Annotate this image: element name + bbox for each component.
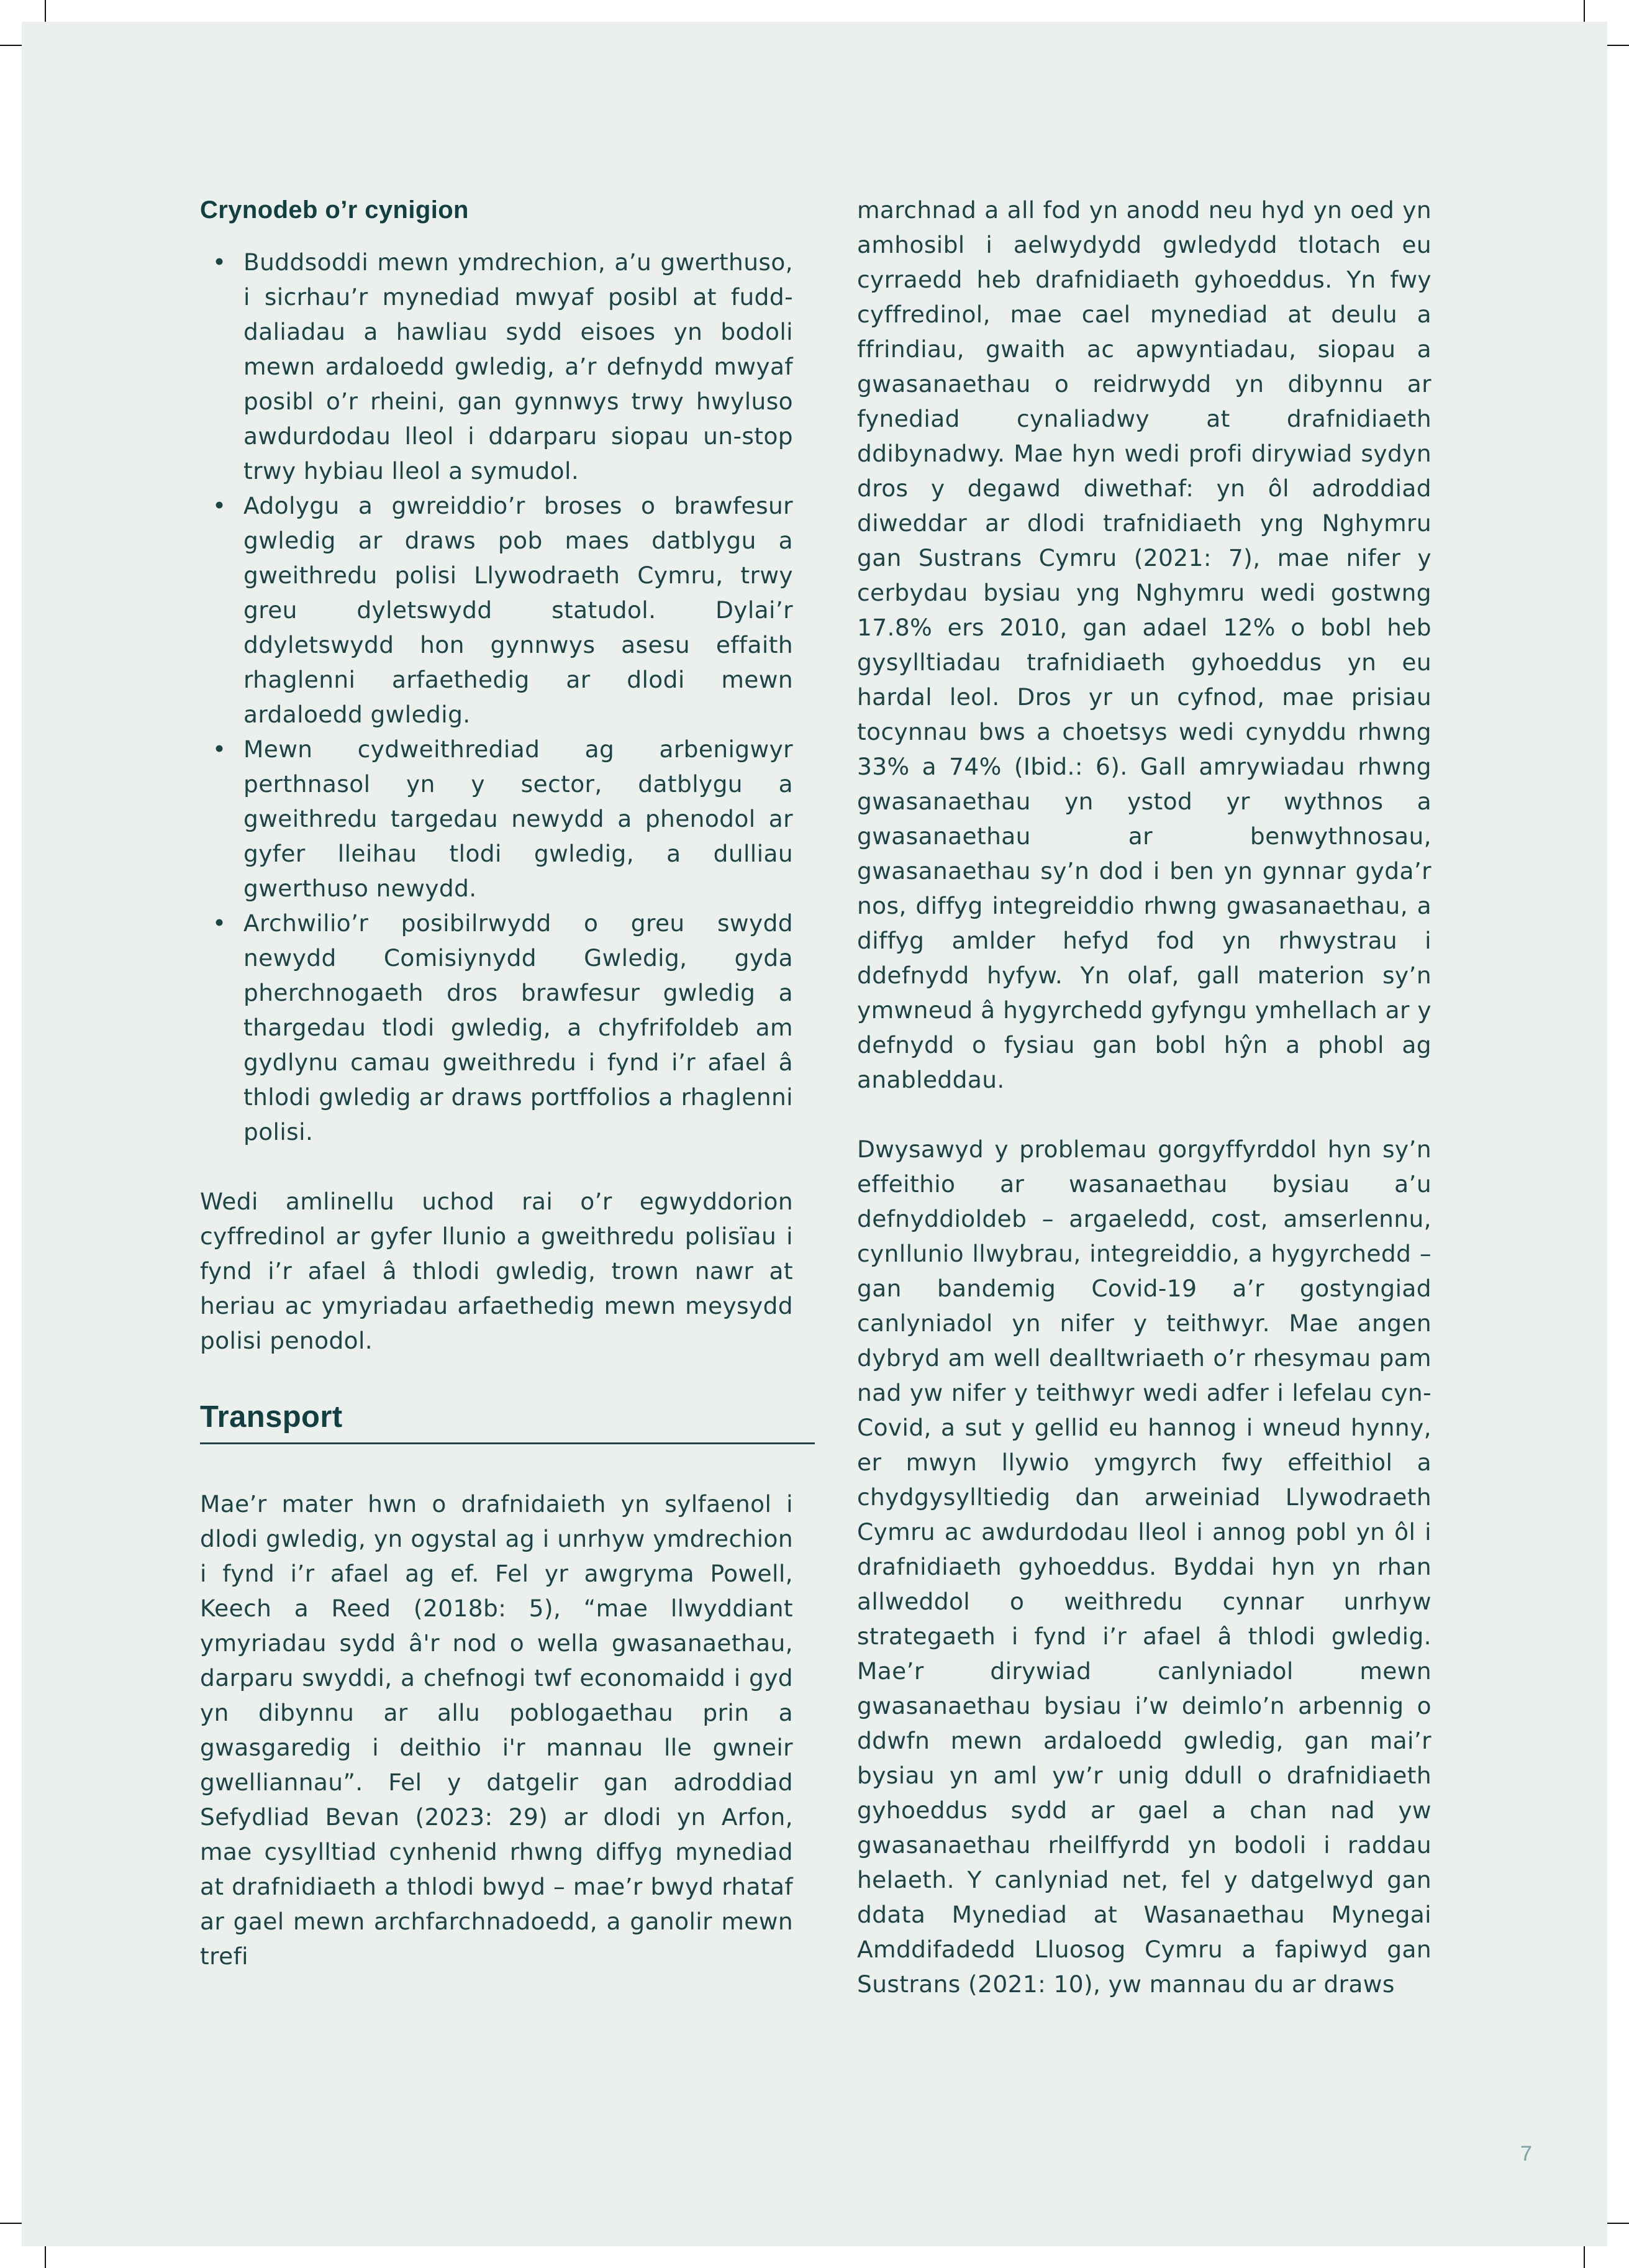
transport-paragraph: Mae’r mater hwn o drafnidaieth yn sylfaenol i dlodi gwledig, yn ogystal ag i unrhyw ymdrechion i fynd i’r afael ag ef. Fel yr awgryma Powell, Keech a Reed (2018b: 5), “mae llwyddiant ymyriadau sydd â'r nod o wella gwasanaethau, darparu swyddi, a chefnogi twf economaidd i gyd yn dibynnu ar allu poblogaethau prin a gwasgaredig i deithio i'r mannau lle gwneir gwelliannau”. Fel y datgelir gan adroddiad Sefydliad Bevan (2023: 29) ar dlodi yn Arfon, mae cysylltiad cynhenid rhwng diffyg mynediad at drafnidiaeth a thlodi bwyd – mae’r bwyd rhataf ar gael mewn archfarchnadoedd, a ganolir mewn trefi — [200, 1490, 793, 1970]
crop-mark-top-right-h — [1607, 45, 1629, 46]
proposals-list — [200, 245, 793, 1149]
summary-heading: Crynodeb o’r cynigion — [200, 196, 469, 224]
crop-mark-bottom-right-h — [1607, 2223, 1629, 2224]
crop-mark-bottom-left-h — [0, 2223, 22, 2224]
proposal-item: • Adolygu a gwreiddio’r broses o brawfesur gwledig ar draws pob maes datblygu a gweithredu polisi Llywodraeth Cymru, trwy greu dyletswydd statudol. Dylai’r ddyletswydd hon gynnwys asesu effaith rhaglenni arfaethedig ar dlodi mewn ardaloedd gwledig. — [243, 488, 793, 732]
crop-mark-top-left-v — [45, 0, 46, 22]
crop-mark-top-right-v — [1584, 0, 1585, 22]
right-paragraph-1: marchnad a all fod yn anodd neu hyd yn oed yn amhosibl i aelwydydd gwledydd tlotach eu cyrraedd heb drafnidiaeth gyhoeddus. Yn fwy cyffredinol, mae cael mynediad at deulu a ffrindiau, gwaith ac apwyntiadau, siopau a gwasanaethau o reidrwydd yn dibynnu ar fynediad cynaliadwy at drafnidiaeth ddibynadwy. Mae hyn wedi profi dirywiad sydyn dros y degawd diwethaf: yn ôl adroddiad diweddar ar dlodi trafnidiaeth yng Nghymru gan Sustrans Cymru (2021: 7), mae nifer y cerbydau bysiau yng Nghymru wedi gostwng 17.8% ers 2010, gan adael 12% o bobl heb gysylltiadau trafnidiaeth gyhoeddus yn eu hardal leol. Dros yr un cyfnod, mae prisiau tocynnau bws a choetsys wedi cynyddu rhwng 33% a 74% (Ibid.: 6). Gall amrywiadau rhwng gwasanaethau yn ystod yr wythnos a gwasanaethau ar benwythnosau, gwasanaethau sy’n dod i ben yn gynnar gyda’r nos, diffyg integreiddio rhwng gwasanaethau, a diffyg amlder hefyd fod yn rhwystrau i ddefnydd hyfyw. Yn olaf, gall materion sy’n ymwneud â hygyrchedd gyfyngu ymhellach ar y defnydd o fysiau gan bobl hŷn a phobl ag anableddau. — [857, 196, 1432, 1093]
proposal-item: • Mewn cydweithrediad ag arbenigwyr perthnasol yn y sector, datblygu a gweithredu targedau newydd a phenodol ar gyfer lleihau tlodi gwledig, a dulliau gwerthuso newydd. — [243, 732, 793, 906]
proposal-item: • Archwilio’r posibilrwydd o greu swydd newydd Comisiynydd Gwledig, gyda pherchnogaeth dros brawfesur gwledig a thargedau tlodi gwledig, a chyfrifoldeb am gydlynu camau gweithredu i fynd i’r afael â thlodi gwledig ar draws portffolios a rhaglenni polisi. — [243, 906, 793, 1149]
page-number: 7 — [1520, 2142, 1532, 2166]
proposal-item: • Buddsoddi mewn ymdrechion, a’u gwerthuso, i sicrhau’r mynediad mwyaf posibl at fudd-daliadau a hawliau sydd eisoes yn bodoli mewn ardaloedd gwledig, a’r defnydd mwyaf posibl o’r rheini, gan gynnwys trwy hwyluso awdurdodau lleol i ddarparu siopau un-stop trwy hybiau lleol a symudol. — [243, 245, 793, 488]
intro-paragraph: Wedi amlinellu uchod rai o’r egwyddorion cyffredinol ar gyfer llunio a gweithredu polisïau i fynd i’r afael â thlodi gwledig, trown nawr at heriau ac ymyriadau arfaethedig mewn meysydd polisi penodol. — [200, 1188, 793, 1354]
right-column — [857, 193, 1432, 2002]
crop-mark-bottom-left-v — [45, 2246, 46, 2268]
left-column — [200, 193, 793, 1974]
section-heading-transport: Transport — [200, 1395, 815, 1444]
crop-mark-top-left-h — [0, 45, 22, 46]
right-paragraph-2: Dwysawyd y problemau gorgyffyrddol hyn sy’n effeithio ar wasanaethau bysiau a’u defnyddioldeb – argaeledd, cost, amserlennu, cynllunio llwybrau, integreiddio, a hygyrchedd – gan bandemig Covid-19 a’r gostyngiad canlyniadol yn nifer y teithwyr. Mae angen dybryd am well dealltwriaeth o’r rhesymau pam nad yw nifer y teithwyr wedi adfer i lefelau cyn-Covid, a sut y gellid eu hannog i wneud hynny, er mwyn llywio ymgyrch fwy effeithiol a chydgysylltiedig dan arweiniad Llywodraeth Cymru ac awdurdodau lleol i annog pobl yn ôl i drafnidiaeth gyhoeddus. Byddai hyn yn rhan allweddol o weithredu cynnar unrhyw strategaeth i fynd i’r afael â thlodi gwledig. Mae’r dirywiad canlyniadol mewn gwasanaethau bysiau i’w deimlo’n arbennig o ddwfn mewn ardaloedd gwledig, gan mai’r bysiau yn aml yw’r unig ddull o drafnidiaeth gyhoeddus sydd ar gael a chan nad yw gwasanaethau rheilffyrdd yn bodoli i raddau helaeth. Y canlyniad net, fel y datgelwyd gan ddata Mynediad at Wasanaethau Mynegai Amddifadedd Lluosog Cymru a fapiwyd gan Sustrans (2021: 10), yw mannau du ar draws — [857, 1136, 1432, 1998]
crop-mark-bottom-right-v — [1584, 2246, 1585, 2268]
